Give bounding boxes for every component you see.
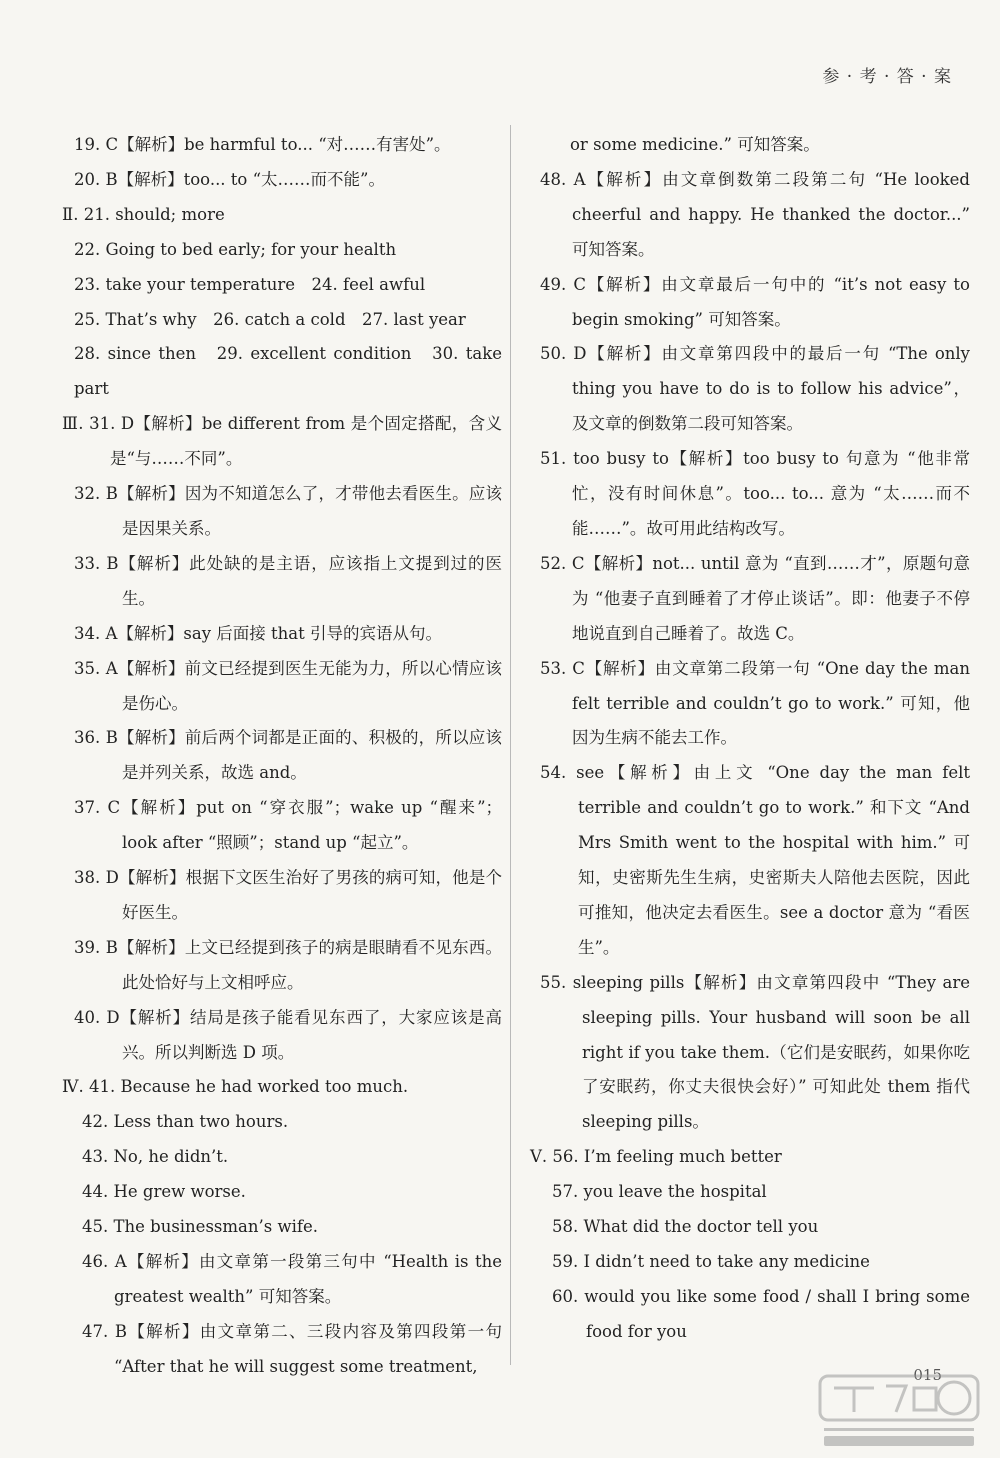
left-answer-item: 20. B【解析】too... to “太……而不能”。 <box>74 169 385 189</box>
left-answer-item: 28. since then 29. excellent condition 30. take part <box>74 344 502 399</box>
right-answer-item: 51. too busy to【解析】too busy to 句意为 “他非常忙，没有时间休息”。too... to... 意为 “太……而不能……”。故可用此结构改写。 <box>540 449 970 538</box>
left-answer-item: 44. He grew worse. <box>82 1182 246 1202</box>
right-column <box>530 128 970 1350</box>
right-answer-item: 60. would you like some food / shall I bring some food for you <box>552 1286 970 1341</box>
right-answer-item: 48. A【解析】由文章倒数第二段第二句 “He looked cheerful and happy. He thanked the doctor...” 可知答案。 <box>540 169 970 259</box>
left-answer-item: Ⅱ. 21. should; more <box>62 204 225 224</box>
left-answer-item: 32. B【解析】因为不知道怎么了，才带他去看医生。应该是因果关系。 <box>74 484 502 538</box>
left-answer-item: 23. take your temperature 24. feel awful <box>74 274 426 294</box>
right-answer-item: 50. D【解析】由文章第四段中的最后一句 “The only thing you have to do is to follow his advice”，及文章的倒数第二段可知答案。 <box>540 344 970 434</box>
right-answer-item: 49. C【解析】由文章最后一句中的 “it’s not easy to begin smoking” 可知答案。 <box>540 274 970 329</box>
left-answer-item: 45. The businessman’s wife. <box>82 1217 318 1237</box>
left-answer-item: Ⅳ. 41. Because he had worked too much. <box>62 1077 409 1097</box>
left-answer-item: 37. C【解析】put on “穿衣服”；wake up “醒来”；look after “照顾”；stand up “起立”。 <box>74 798 502 853</box>
left-answer-item: 33. B【解析】此处缺的是主语，应该指上文提到过的医生。 <box>74 553 502 608</box>
left-answer-item: 35. A【解析】前文已经提到医生无能为力，所以心情应该是伤心。 <box>74 658 502 713</box>
left-answer-item: 36. B【解析】前后两个词都是正面的、积极的，所以应该是并列关系，故选 and。 <box>74 728 502 783</box>
left-answer-item: 39. B【解析】上文已经提到孩子的病是眼睛看不见东西。此处恰好与上文相呼应。 <box>74 937 502 992</box>
left-answer-item: 40. D【解析】结局是孩子能看见东西了，大家应该是高兴。所以判断选 D 项。 <box>74 1007 502 1062</box>
left-answer-item: 22. Going to bed early; for your health <box>74 239 397 259</box>
right-answer-item: Ⅴ. 56. I’m feeling much better <box>530 1147 782 1167</box>
left-column <box>62 128 502 1385</box>
left-answer-item: 46. A【解析】由文章第一段第三句中 “Health is the greatest wealth” 可知答案。 <box>82 1252 502 1306</box>
left-answer-item: 42. Less than two hours. <box>82 1112 289 1132</box>
watermark-logo-icon <box>814 1372 984 1450</box>
left-answer-item: 38. D【解析】根据下文医生治好了男孩的病可知，他是个好医生。 <box>74 868 502 922</box>
left-answer-item: Ⅲ. 31. D【解析】be different from 是个固定搭配，含义是“与……不同”。 <box>62 414 502 469</box>
right-answer-item: 55. sleeping pills【解析】由文章第四段中 “They are sleeping pills. Your husband will soon be all right if you take them.（它们是安眠药，如果你吃了安眠药，你丈夫很快会好）” 可知此处 them 指代 sleeping pills。 <box>540 972 970 1132</box>
right-answer-item: 54. see【解析】由上文 “One day the man felt terrible and couldn’t go to work.” 和下文 “And Mrs Smith went to the hospital with him.” 可知，史密斯先生生病，史密斯夫人陪他去医院，因此可推知，他决定去看医生。see a doctor 意为 “看医生”。 <box>540 763 970 957</box>
page-number: 015 <box>913 1366 942 1384</box>
page-header: 参 · 考 · 答 · 案 <box>822 67 952 87</box>
right-answer-item: or some medicine.” 可知答案。 <box>570 135 820 154</box>
right-answer-item: 59. I didn’t need to take any medicine <box>552 1252 870 1271</box>
right-answer-item: 52. C【解析】not... until 意为 “直到……才”，原题句意为 “他妻子直到睡着了才停止谈话”。即：他妻子不停地说直到自己睡着了。故选 C。 <box>540 553 970 643</box>
column-divider <box>510 125 511 1365</box>
left-answer-item: 47. B【解析】由文章第二、三段内容及第四段第一句 “After that he will suggest some treatment, <box>82 1321 502 1376</box>
right-answer-item: 58. What did the doctor tell you <box>552 1217 819 1237</box>
left-answer-item: 19. C【解析】be harmful to... “对……有害处”。 <box>74 135 451 154</box>
left-answer-item: 43. No, he didn’t. <box>82 1147 229 1167</box>
right-answer-item: 57. you leave the hospital <box>552 1182 767 1202</box>
right-answer-item: 53. C【解析】由文章第二段第一句 “One day the man felt terrible and couldn’t go to work.” 可知，他因为生病不能去工作。 <box>540 658 970 748</box>
left-answer-item: 34. A【解析】say 后面接 that 引导的宾语从句。 <box>74 623 442 643</box>
left-answer-item: 25. That’s why 26. catch a cold 27. last year <box>74 309 466 329</box>
